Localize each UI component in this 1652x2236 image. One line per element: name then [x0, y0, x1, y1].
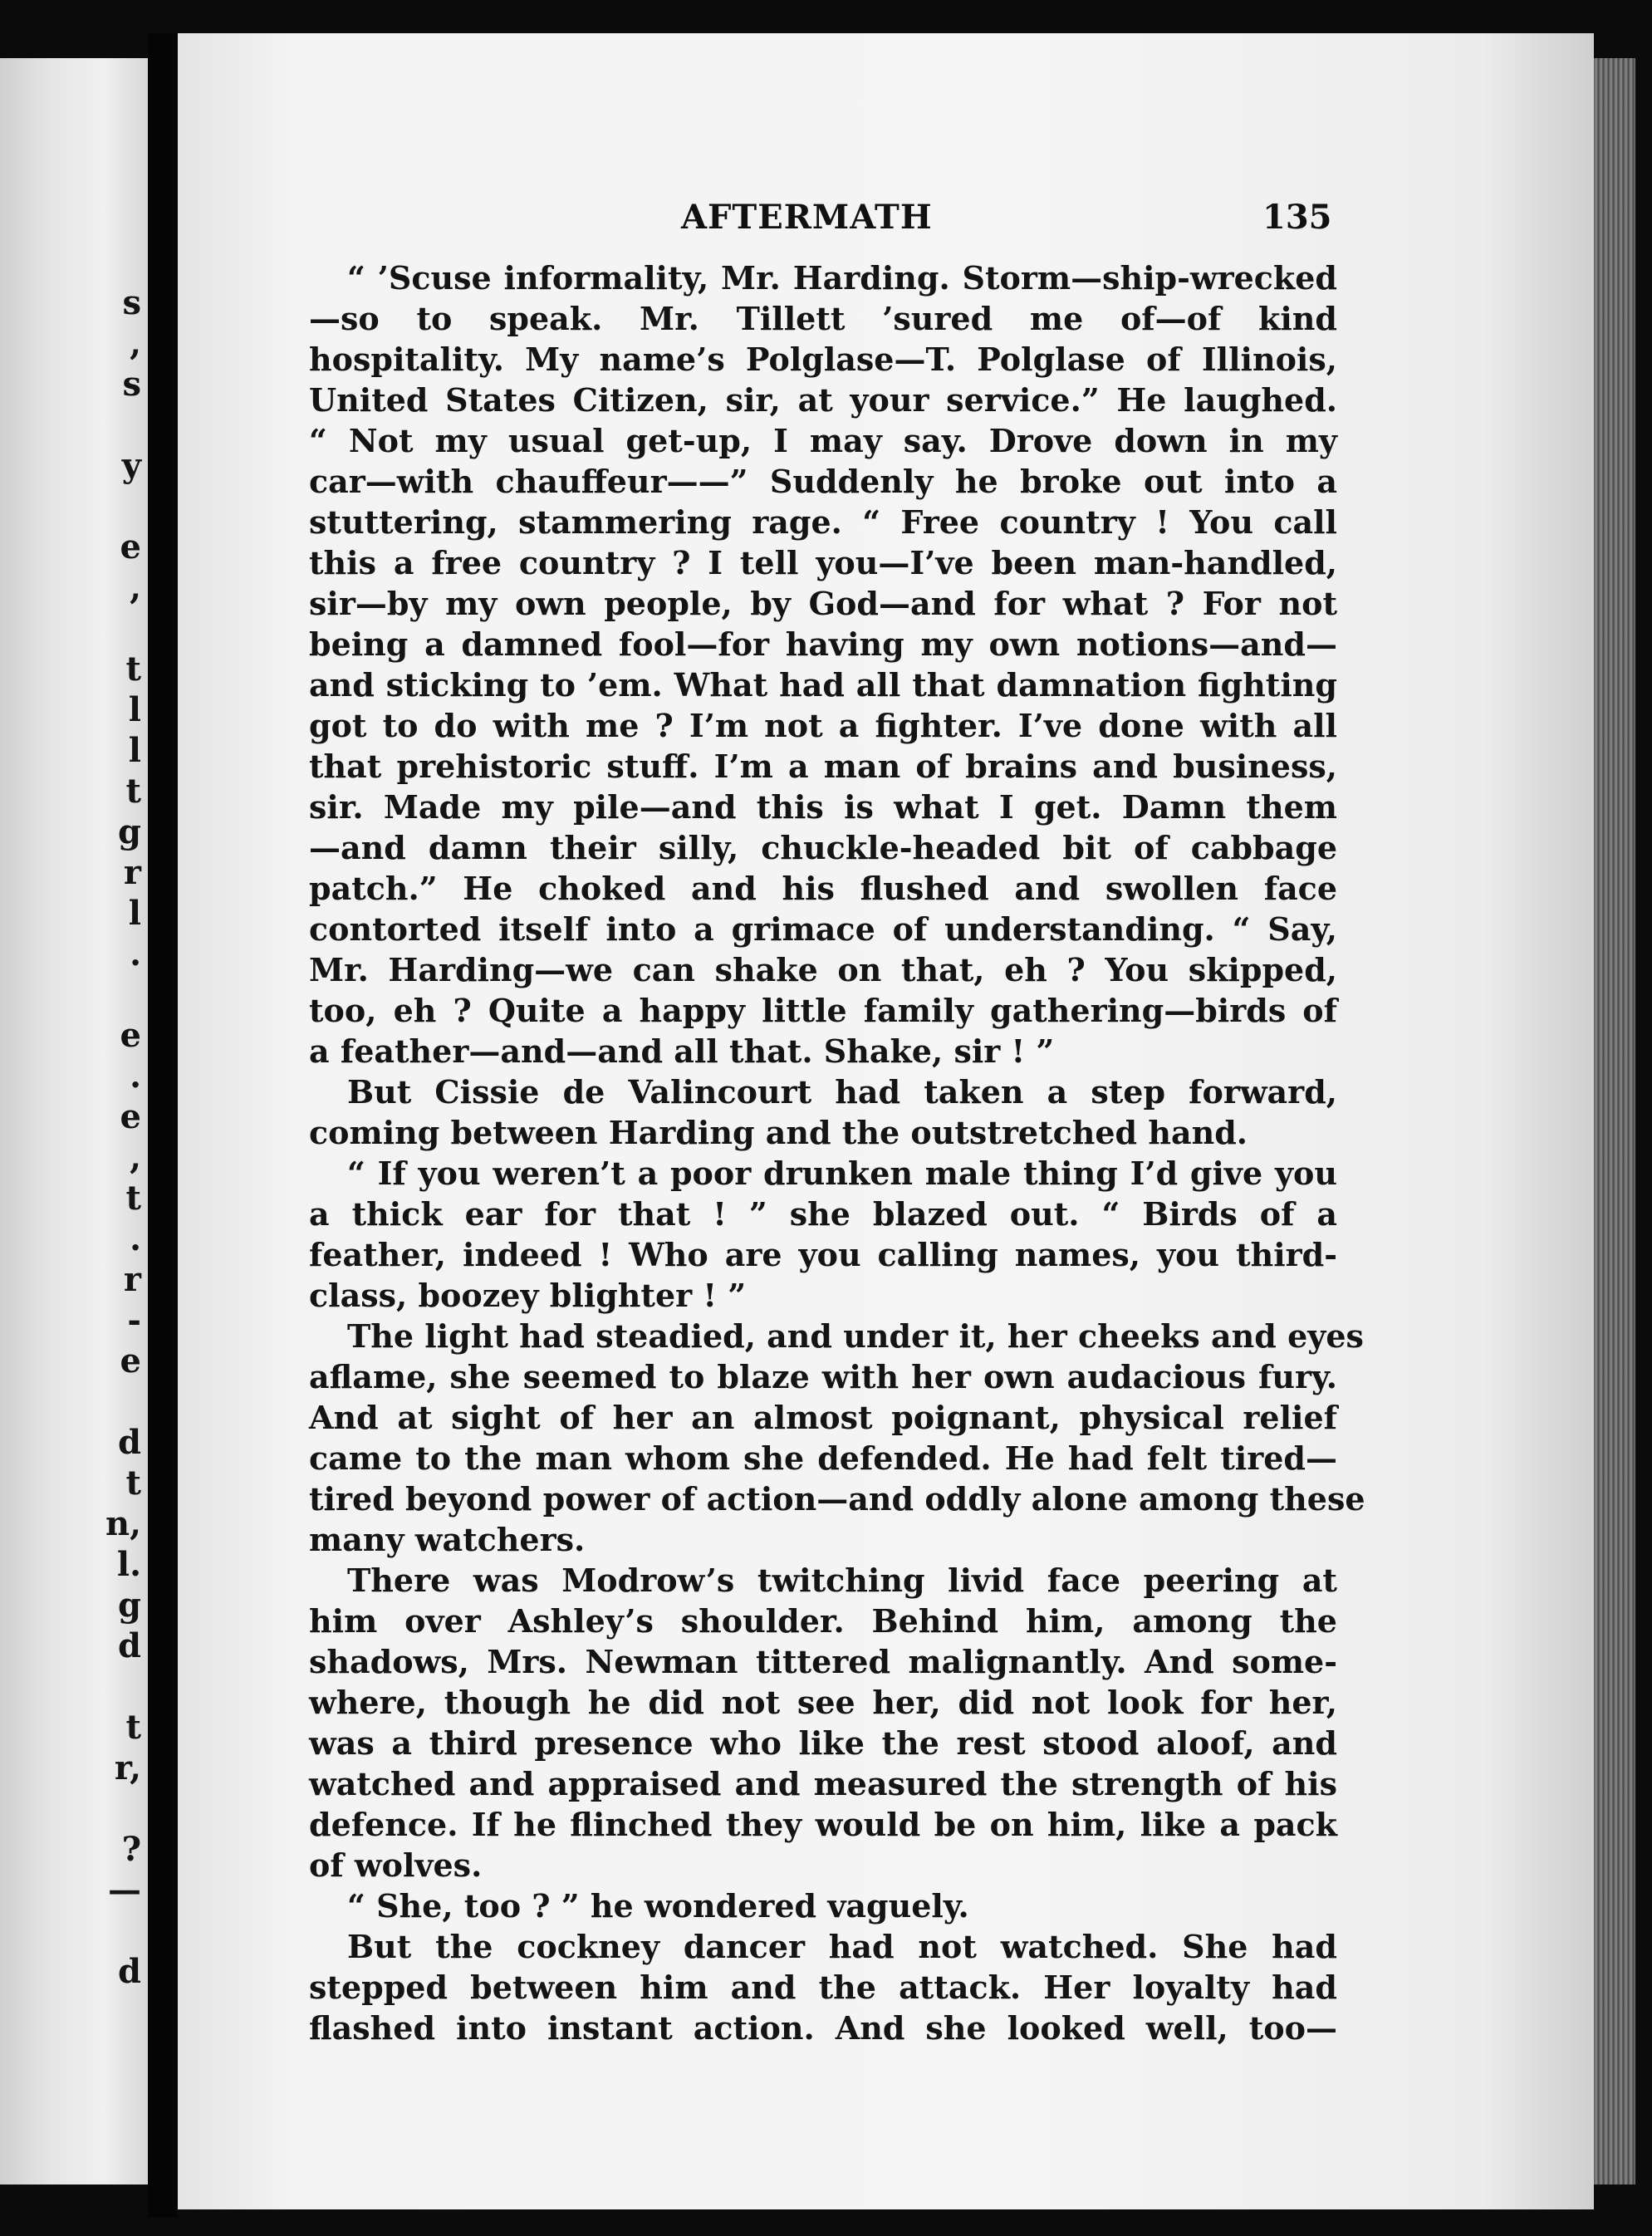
text-line: But Cissie de Valincourt had taken a step forward, — [347, 1073, 1337, 1111]
facing-page-fragment: n, — [105, 1504, 141, 1543]
text-line: Mr. Harding—we can shake on that, eh ? You skipped, — [309, 951, 1337, 988]
body-text — [309, 257, 1365, 2048]
facing-page-fragment: s — [122, 283, 141, 322]
facing-page-fragment: - — [127, 1301, 141, 1340]
text-line: patch.” He choked and his flushed and swollen face — [309, 870, 1337, 907]
facing-page-fragment — [91, 1910, 141, 1951]
facing-page-fragment: e — [120, 1097, 141, 1136]
facing-page-fragment: e — [120, 1341, 141, 1380]
text-line: of wolves. — [309, 1846, 483, 1884]
text-line: “ She, too ? ” he wondered vaguely. — [347, 1887, 969, 1925]
text-line: But the cockney dancer had not watched. She had — [347, 1928, 1337, 1965]
text-line: watched and appraised and measured the strength of his — [309, 1765, 1337, 1802]
text-line: too, eh ? Quite a happy little family gathering—birds of — [309, 992, 1337, 1029]
facing-page-fragment: — — [108, 1871, 141, 1910]
text-line: “ If you weren’t a poor drunken male thing I’d give you — [347, 1155, 1337, 1192]
facing-page-fragment: , — [130, 324, 141, 363]
text-line: and sticking to ’em. What had all that damnation fighting — [309, 666, 1337, 704]
facing-page-fragment: l — [128, 894, 141, 933]
text-line: feather, indeed ! Who are you calling names, you third- — [309, 1236, 1337, 1273]
facing-page-fragment: d — [118, 1952, 141, 1991]
text-line: “ Not my usual get-up, I may say. Drove down in my — [309, 422, 1337, 459]
facing-page-fragment — [91, 608, 141, 649]
text-line: flashed into instant action. And she looked well, too— — [309, 2009, 1337, 2047]
facing-page-fragment: l — [128, 731, 141, 770]
text-line: coming between Harding and the outstretched hand. — [309, 1114, 1248, 1151]
facing-page-fragment — [91, 1381, 141, 1422]
facing-page-fragment — [91, 486, 141, 527]
facing-page-fragment: t — [125, 1179, 141, 1218]
facing-page-fragment: l. — [116, 1545, 141, 1584]
text-line: stepped between him and the attack. Her loyalty had — [309, 1969, 1337, 2006]
facing-page-fragment: . — [130, 934, 141, 973]
text-line: “ ’Scuse informality, Mr. Harding. Storm—ship-wrecked — [347, 259, 1337, 297]
text-line: a thick ear for that ! ” she blazed out. “ Birds of a — [309, 1195, 1337, 1233]
facing-page-fragment: g — [118, 1586, 141, 1625]
text-line: sir—by my own people, by God—and for what ? For not — [309, 585, 1337, 622]
text-line: —so to speak. Mr. Tillett ’sured me of—of kind — [309, 300, 1337, 337]
page-edges — [1594, 58, 1635, 2185]
text-line: And at sight of her an almost poignant, physical relief — [309, 1399, 1337, 1436]
facing-page-fragment: t — [125, 1464, 141, 1503]
facing-page-fragment: t — [125, 772, 141, 811]
text-line: The light had steadied, and under it, her cheeks and eyes — [347, 1317, 1364, 1355]
text-line: him over Ashley’s shoulder. Behind him, among the — [309, 1602, 1337, 1640]
facing-page-fragment: e — [120, 527, 141, 566]
facing-page-fragment: d — [118, 1626, 141, 1665]
facing-page-fragment: e — [120, 1016, 141, 1055]
text-line: defence. If he flinched they would be on him, like a pack — [309, 1806, 1337, 1843]
text-line: class, boozey blighter ! ” — [309, 1277, 747, 1314]
facing-page-fragment: r — [123, 853, 141, 892]
facing-page-line-endings — [91, 282, 141, 1992]
facing-page-fragment: , — [130, 1138, 141, 1177]
facing-page-fragment — [91, 405, 141, 445]
text-line: stuttering, stammering rage. “ Free country ! You call — [309, 503, 1337, 541]
text-line: this a free country ? I tell you—I’ve been man-handled, — [309, 544, 1337, 581]
text-line: was a third presence who like the rest stood aloof, and — [309, 1724, 1337, 1762]
facing-page-fragment — [91, 974, 141, 1015]
facing-page-fragment: y — [121, 446, 141, 485]
facing-page-fragment: s — [122, 365, 141, 404]
text-line: being a damned fool—for having my own notions—and— — [309, 625, 1337, 663]
book-gutter — [148, 33, 178, 2218]
facing-page-fragment: . — [130, 1219, 141, 1258]
running-head: AFTERMATH — [681, 198, 933, 237]
text-line: got to do with me ? I’m not a fighter. I’ve done with all — [309, 707, 1337, 744]
text-line: contorted itself into a grimace of understanding. “ Say, — [309, 910, 1337, 948]
text-line: tired beyond power of action—and oddly alone among these — [309, 1480, 1365, 1518]
facing-page-fragment: t — [125, 650, 141, 689]
text-line: shadows, Mrs. Newman tittered malignantly. And some- — [309, 1643, 1337, 1680]
text-line: a feather—and—and all that. Shake, sir ! ” — [309, 1032, 1055, 1070]
facing-page-fragment: . — [130, 1057, 141, 1096]
text-line: that prehistoric stuff. I’m a man of brains and business, — [309, 748, 1337, 785]
facing-page-fragment: ? — [121, 1830, 141, 1869]
text-line: —and damn their silly, chuckle-headed bit of cabbage — [309, 829, 1337, 866]
facing-page-sliver — [0, 58, 148, 2185]
text-line: aflame, she seemed to blaze with her own audacious fury. — [309, 1358, 1337, 1395]
facing-page-fragment: d — [118, 1423, 141, 1462]
facing-page-fragment — [91, 1666, 141, 1707]
text-line: sir. Made my pile—and this is what I get. Damn them — [309, 788, 1337, 826]
facing-page-fragment: g — [118, 812, 141, 851]
page-number: 135 — [1262, 198, 1332, 237]
facing-page-fragment: , — [130, 568, 141, 607]
facing-page-fragment: l — [128, 690, 141, 729]
text-line: hospitality. My name’s Polglase—T. Polglase of Illinois, — [309, 341, 1337, 378]
text-line: car—with chauffeur——” Suddenly he broke out into a — [309, 463, 1337, 500]
facing-page-fragment — [91, 1788, 141, 1829]
facing-page-fragment: r, — [114, 1748, 141, 1787]
facing-page-fragment: t — [125, 1708, 141, 1747]
text-line: There was Modrow’s twitching livid face peering at — [347, 1562, 1337, 1599]
text-line: where, though he did not see her, did not look for her, — [309, 1684, 1337, 1721]
text-line: many watchers. — [309, 1521, 586, 1558]
text-line: came to the man whom she defended. He had felt tired— — [309, 1439, 1337, 1477]
facing-page-fragment: r — [123, 1260, 141, 1299]
text-line: United States Citizen, sir, at your service.” He laughed. — [309, 381, 1337, 419]
